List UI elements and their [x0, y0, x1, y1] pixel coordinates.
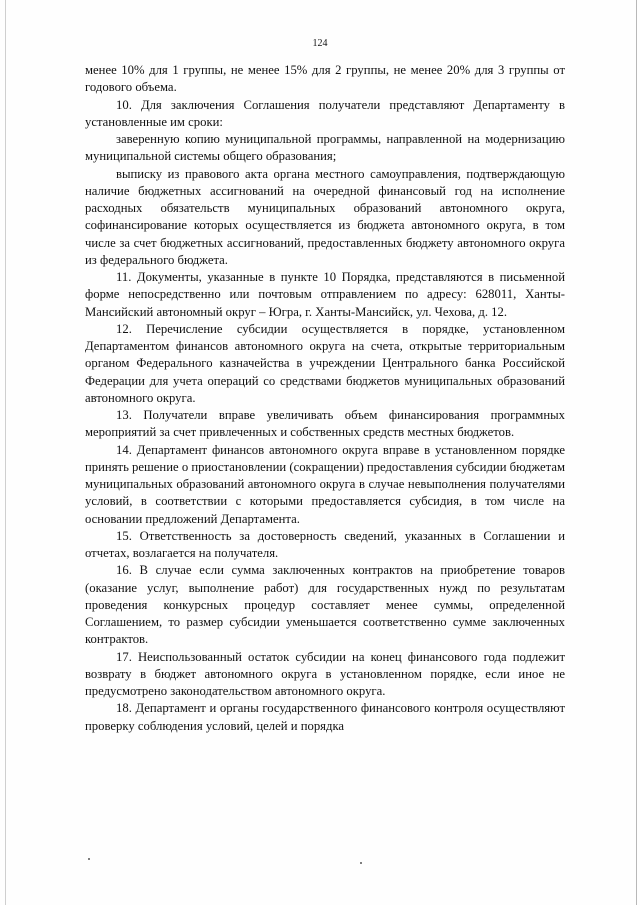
paragraph-15: 15. Ответственность за достоверность сведений, указанных в Соглашении и отчетах, возлагается на получателя.	[85, 528, 565, 560]
scan-speck	[360, 862, 362, 864]
scan-edge-left	[5, 0, 6, 905]
paragraph-13: 13. Получатели вправе увеличивать объем финансирования программных мероприятий за счет привлеченных и собственных средств местных бюджетов.	[85, 408, 565, 440]
paragraph-continuation: менее 10% для 1 группы, не менее 15% для 2 группы, не менее 20% для 3 группы от годового объема.	[85, 63, 565, 95]
paragraph-16: 16. В случае если сумма заключенных контрактов на приобретение товаров (оказание услуг, выполнение работ) для государственных нужд по результатам проведения конкурсных процедур составляет менее суммы, определенной Соглашением, то размер субсидии уменьшается соответственно сумме заключенных контрактов.	[85, 563, 565, 647]
paragraph-14: 14. Департамент финансов автономного округа вправе в установленном порядке принять решение о приостановлении (сокращении) предоставления субсидии бюджетам муниципальных образований автономного округа в случае невыполнения получателями условий, в соответствии с которыми предоставляется субсидия, в том числе на основании предложений Департамента.	[85, 442, 565, 526]
paragraph-12: 12. Перечисление субсидии осуществляется в порядке, установленном Департаментом финансов автономного округа на счета, открытые территориальным органом Федерального казначейства в учреждении Центрального банка Российской Федерации для учета операций со средствами бюджетов муниципальных образований автономного округа.	[85, 321, 565, 405]
page-number: 124	[312, 38, 328, 49]
paragraph-11: 11. Документы, указанные в пункте 10 Порядка, представляются в письменной форме непосредственно или почтовым отправлением по адресу: 628011, Ханты-Мансийский автономный округ – Югра, г. Ханты-Мансийск, ул. Чехова, д. 12.	[85, 270, 565, 319]
paragraph-10-item-extract: выписку из правового акта органа местного самоуправления, подтверждающую наличие бюджетных ассигнований на очередной финансовый год на исполнение расходных обязательств муниципальных образований автономного округа, софинансирование которых осуществляется из бюджета автономного округа, в том числе за счет бюджетных ассигнований, предоставленных бюджету автономного округа из федерального бюджета.	[85, 166, 565, 267]
paragraph-10: 10. Для заключения Соглашения получатели представляют Департаменту в установленные им сроки:	[85, 97, 565, 129]
paragraph-17: 17. Неиспользованный остаток субсидии на конец финансового года подлежит возврату в бюджет автономного округа в установленном порядке, если иное не предусмотрено законодательством автономного округа.	[85, 649, 565, 698]
scan-edge-right	[636, 0, 637, 905]
paragraph-10-item-program-copy: заверенную копию муниципальной программы, направленной на модернизацию муниципальной системы общего образования;	[85, 132, 565, 164]
paragraph-18: 18. Департамент и органы государственного финансового контроля осуществляют проверку соблюдения условий, целей и порядка	[85, 701, 565, 733]
document-body	[85, 62, 565, 735]
scan-speck	[88, 858, 90, 860]
